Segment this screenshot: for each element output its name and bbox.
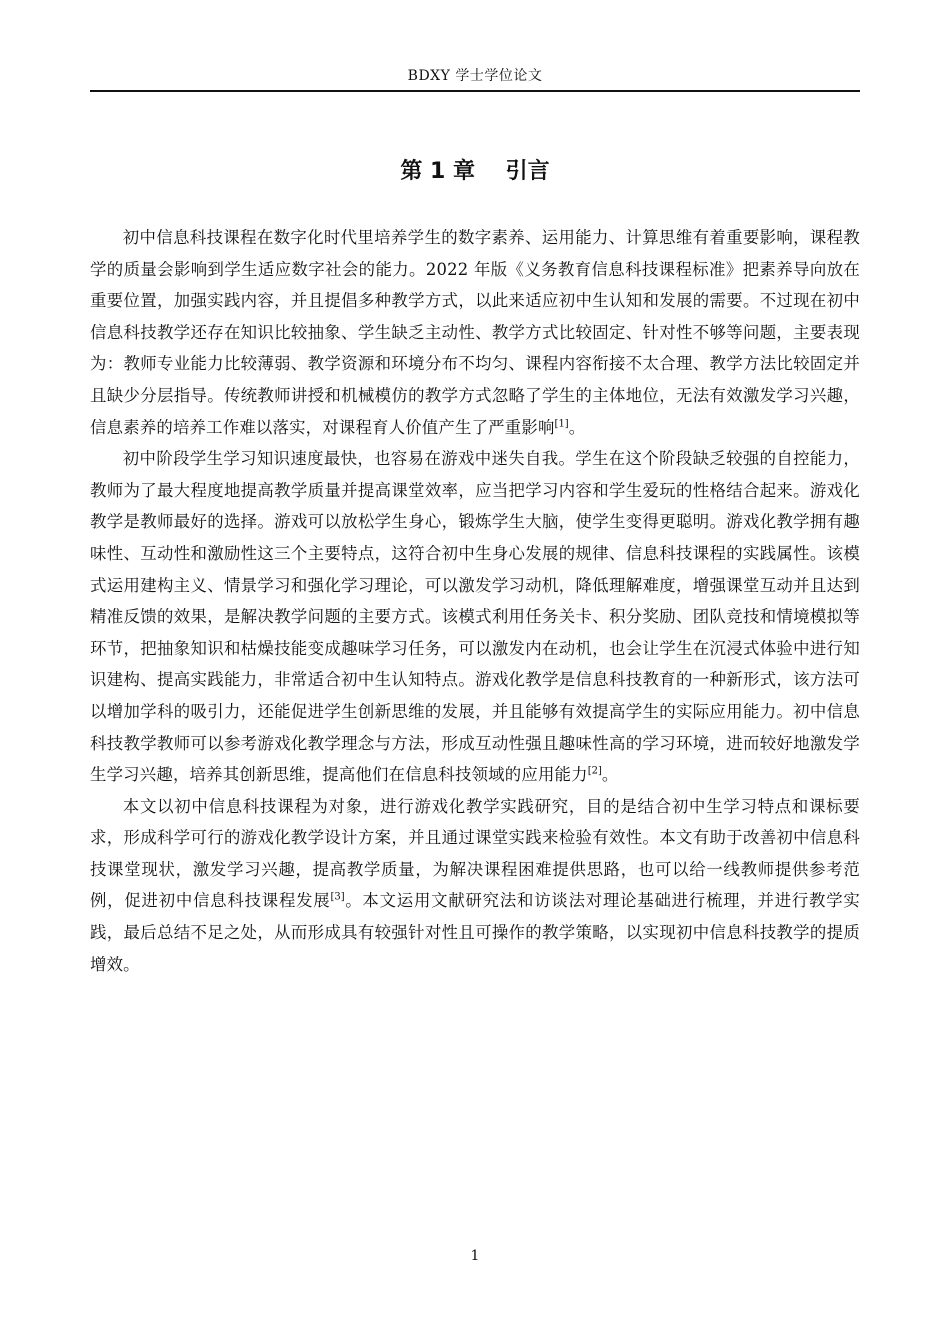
body-text bbox=[90, 222, 860, 980]
paragraph-text: 初中阶段学生学习知识速度最快，也容易在游戏中迷失自我。学生在这个阶段缺乏较强的自控能力，教师为了最大程度地提高教学质量并提高课堂效率，应当把学习内容和学生爱玩的性格结合起来。游戏化教学是教师最好的选择。游戏可以放松学生身心，锻炼学生大脑，使学生变得更聪明。游戏化教学拥有趣味性、互动性和激励性这三个主要特点，这符合初中生身心发展的规律、信息科技课程的实践属性。该模式运用建构主义、情景学习和强化学习理论，可以激发学习动机，降低理解难度，增强课堂互动并且达到精准反馈的效果，是解决教学问题的主要方式。该模式利用任务关卡、积分奖励、团队竞技和情境模拟等环节，把抽象知识和枯燥技能变成趣味学习任务，可以激发内在动机，也会让学生在沉浸式体验中进行知识建构、提高实践能力，非常适合初中生认知特点。游戏化教学是信息科技教育的一种新形式，该方法可以增加学科的吸引力，还能促进学生创新思维的发展，并且能够有效提高学生的实际应用能力。初中信息科技教学教师可以参考游戏化教学理念与方法，形成互动性强且趣味性高的学习环境，进而较好地激发学生学习兴趣，培养其创新思维，提高他们在信息科技领域的应用能力 bbox=[90, 449, 860, 785]
paragraph-text: 本文以初中信息科技课程为对象，进行游戏化教学实践研究，目的是结合初中生学习特点和课标要求，形成科学可行的游戏化教学设计方案，并且通过课堂实践来检验有效性。本文有助于改善初中信息科技课堂现状，激发学习兴趣，提高教学质量，为解决课程困难提供思路，也可以给一线教师提供参考范例，促进初中信息科技课程发展 bbox=[90, 796, 860, 911]
paragraph-1 bbox=[90, 222, 860, 443]
page-number: 1 bbox=[470, 1248, 480, 1264]
paragraph-2 bbox=[90, 443, 860, 791]
paragraph-tail: 。本文运用文献研究法和访谈法对理论基础进行梳理，并进行教学实践，最后总结不足之处，从而形成具有较强针对性且可操作的教学策略，以实现初中信息科技教学的提质增效。 bbox=[90, 891, 860, 974]
header-rule bbox=[90, 90, 860, 92]
chapter-title: 第 1 章 引言 bbox=[400, 159, 550, 184]
citation-1: [1] bbox=[554, 418, 569, 430]
paragraph-text: 初中信息科技课程在数字化时代里培养学生的数字素养、运用能力、计算思维有着重要影响，课程教学的质量会影响到学生适应数字社会的能力。2022 年版《义务教育信息科技课程标准》把素养导向放在重要位置，加强实践内容，并且提倡多种教学方式，以此来适应初中生认知和发展的需要。不过现在初中信息科技教学还存在知识比较抽象、学生缺乏主动性、教学方式比较固定、针对性不够等问题，主要表现为：教师专业能力比较薄弱、教学资源和环境分布不均匀、课程内容衔接不太合理、教学方法比较固定并且缺少分层指导。传统教师讲授和机械模仿的教学方式忽略了学生的主体地位，无法有效激发学习兴趣，信息素养的培养工作难以落实，对课程育人价值产生了严重影响 bbox=[90, 228, 860, 437]
paragraph-tail: 。 bbox=[568, 417, 586, 437]
citation-2: [2] bbox=[587, 765, 602, 777]
running-header: BDXY 学士学位论文 bbox=[407, 68, 543, 84]
paragraph-3 bbox=[90, 791, 860, 981]
citation-3: [3] bbox=[330, 892, 345, 903]
paragraph-tail: 。 bbox=[601, 765, 619, 785]
